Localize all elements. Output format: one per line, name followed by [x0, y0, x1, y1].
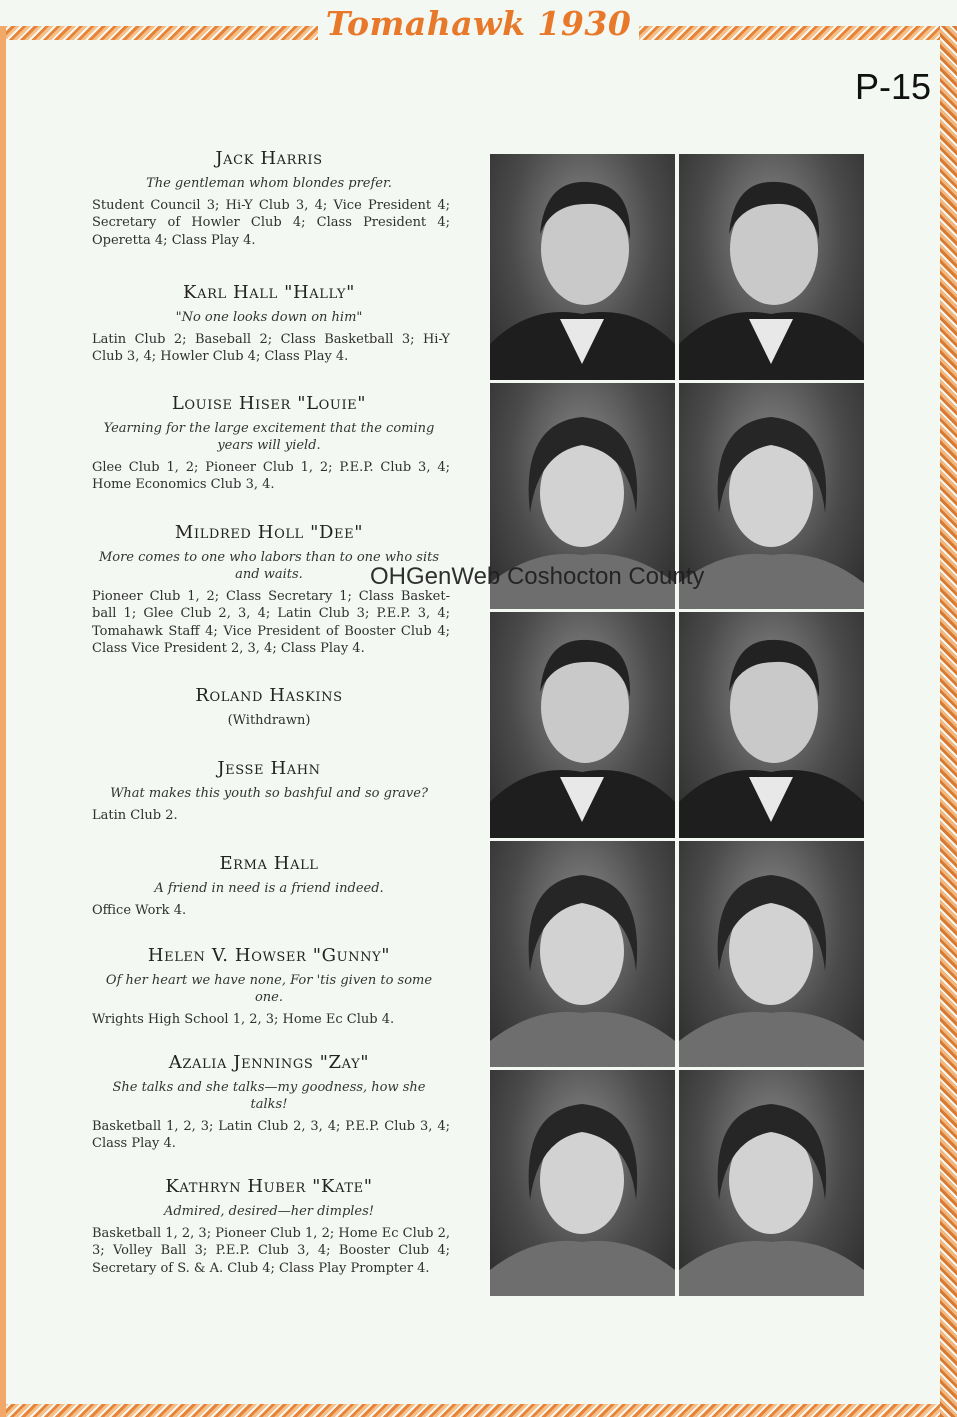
student-name: Roland Haskins: [195, 685, 343, 706]
portrait-woman-icon: [490, 1070, 675, 1296]
portrait-grid: [490, 154, 864, 1298]
student-entry: [88, 148, 450, 282]
student-entries: [88, 148, 450, 1306]
portrait-photo: [490, 154, 675, 380]
student-entry: [88, 685, 450, 758]
bottom-rope-border: [0, 1404, 957, 1417]
student-activities: Latin Club 2; Baseball 2; Class Basketball 3; Hi-Y Club 3, 4; Howler Club 4; Class Play 4.: [92, 332, 450, 365]
portrait-man-icon: [490, 154, 675, 380]
left-border: [0, 26, 6, 1417]
student-name: Jack Harris: [215, 148, 323, 169]
student-name: Mildred Holl "Dee": [174, 522, 364, 543]
right-rope-border: [940, 26, 957, 1417]
student-motto: More comes to one who labors than to one who sits and waits.: [98, 550, 440, 582]
student-motto: "No one looks down on him": [175, 310, 363, 325]
student-name: Azalia Jennings "Zay": [168, 1052, 370, 1073]
portrait-photo: [679, 383, 864, 609]
yearbook-title: Tomahawk 1930: [318, 4, 640, 43]
student-name: Helen V. Howser "Gunny": [147, 945, 391, 966]
student-activities: (Withdrawn): [227, 713, 311, 728]
portrait-photo: [679, 841, 864, 1067]
portrait-woman-icon: [679, 841, 864, 1067]
student-entry: [88, 282, 450, 393]
student-activities: Student Council 3; Hi-Y Club 3, 4; Vice President 4; Secretary of Howler Club 4; Class President 4; Operetta 4; Class Play 4.: [92, 198, 450, 248]
student-name: Louise Hiser "Louie": [171, 393, 367, 414]
student-entry: [88, 1052, 450, 1176]
portrait-photo: [679, 154, 864, 380]
student-entry: [88, 853, 450, 945]
portrait-woman-icon: [490, 841, 675, 1067]
student-activities: Office Work 4.: [92, 903, 187, 918]
student-activities: Latin Club 2.: [92, 808, 178, 823]
student-motto: Yearning for the large excitement that the coming years will yield.: [103, 421, 435, 453]
portrait-man-icon: [679, 154, 864, 380]
portrait-woman-icon: [679, 383, 864, 609]
portrait-man-icon: [679, 612, 864, 838]
student-motto: The gentleman whom blondes prefer.: [146, 176, 392, 191]
student-activities: Pioneer Club 1, 2; Class Secretary 1; Class Basket-ball 1; Glee Club 2, 3, 4; Latin Club 3; P.E.P. 3, 4; Tomahawk Staff 4; Vice President of Booster Club 4; Class Vice President 2, 3, 4; Class Play 4.: [92, 589, 450, 657]
student-motto: Of her heart we have none, For 'tis given to some one.: [105, 973, 433, 1005]
portrait-photo: [679, 612, 864, 838]
student-entry: [88, 945, 450, 1052]
student-activities: Wrights High School 1, 2, 3; Home Ec Club 4.: [92, 1012, 395, 1027]
watermark-text: OHGenWeb Coshocton County: [370, 563, 705, 590]
portrait-man-icon: [490, 612, 675, 838]
student-entry: [88, 522, 450, 685]
portrait-photo: [490, 612, 675, 838]
student-motto: Admired, desired—her dimples!: [163, 1204, 375, 1219]
student-entry: [88, 393, 450, 522]
student-activities: Basketball 1, 2, 3; Latin Club 2, 3, 4; P.E.P. Club 3, 4; Class Play 4.: [92, 1119, 450, 1152]
portrait-woman-icon: [679, 1070, 864, 1296]
student-entry: [88, 758, 450, 853]
student-name: Erma Hall: [219, 853, 319, 874]
student-name: Kathryn Huber "Kate": [165, 1176, 373, 1197]
student-motto: She talks and she talks—my goodness, how she talks!: [112, 1080, 426, 1112]
student-name: Karl Hall "Hally": [183, 282, 355, 303]
student-activities: Basketball 1, 2, 3; Pioneer Club 1, 2; Home Ec Club 2, 3; Volley Ball 3; P.E.P. Club 3, 4; Booster Club 4; Secretary of S. & A. Club 4; Class Play Prompter 4.: [92, 1226, 450, 1276]
student-entry: [88, 1176, 450, 1306]
student-name: Jesse Hahn: [217, 758, 321, 779]
student-motto: What makes this youth so bashful and so grave?: [110, 786, 428, 801]
portrait-photo: [490, 841, 675, 1067]
portrait-photo: [679, 1070, 864, 1296]
portrait-photo: [490, 1070, 675, 1296]
page-code: P-15: [854, 66, 931, 107]
student-activities: Glee Club 1, 2; Pioneer Club 1, 2; P.E.P. Club 3, 4; Home Economics Club 3, 4.: [92, 460, 450, 493]
student-motto: A friend in need is a friend indeed.: [154, 881, 384, 896]
top-rope-border: [0, 26, 957, 40]
